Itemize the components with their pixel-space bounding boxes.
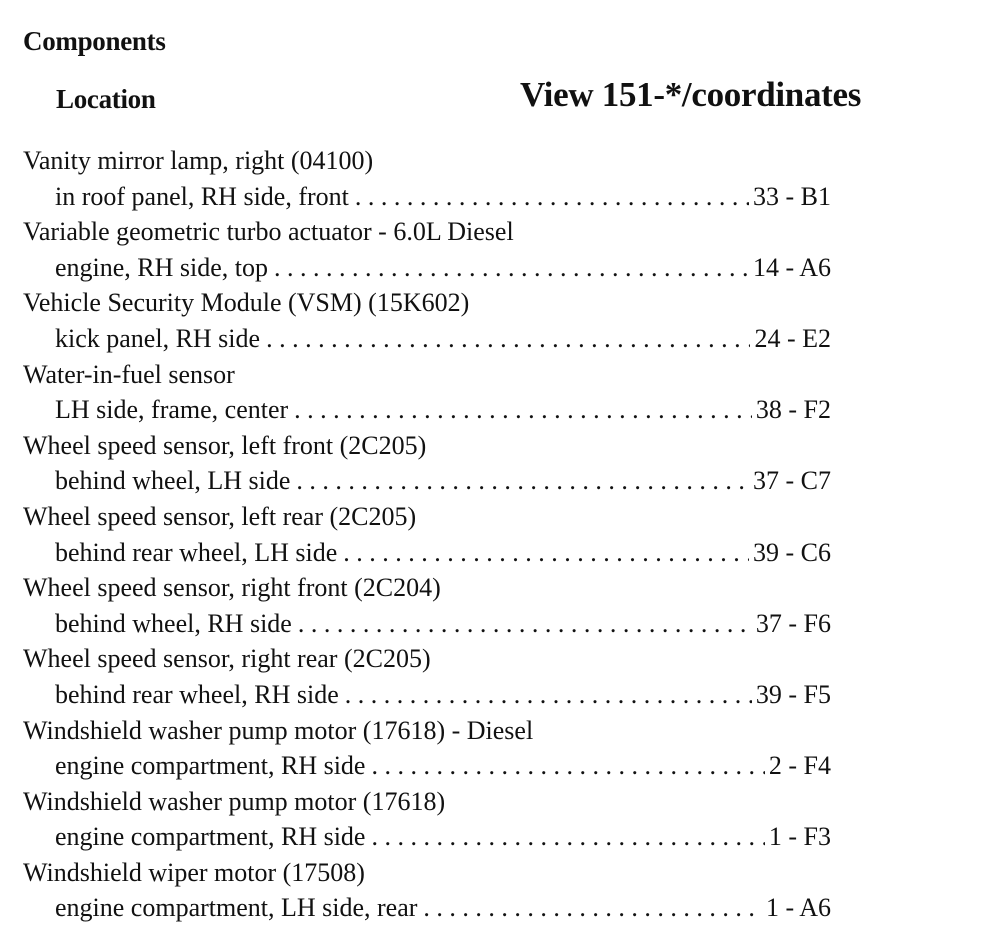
dot-leader xyxy=(294,392,752,428)
component-location: engine compartment, RH side xyxy=(55,751,366,781)
component-entry xyxy=(23,784,843,855)
view-coordinate: 39 - F5 xyxy=(755,679,831,709)
dot-leader xyxy=(343,535,749,571)
component-entry xyxy=(23,499,843,570)
dot-leader xyxy=(274,250,749,286)
dot-leader xyxy=(371,748,764,784)
component-entry xyxy=(23,143,843,214)
component-location: kick panel, RH side xyxy=(55,323,261,353)
component-location-row xyxy=(23,250,831,286)
component-name: Wheel speed sensor, right rear (2C205) xyxy=(23,644,431,674)
view-coordinates-heading: View 151-*/coordinates xyxy=(520,75,862,114)
component-location-row xyxy=(23,819,831,855)
view-coordinate: 14 - A6 xyxy=(753,252,831,282)
dot-leader xyxy=(423,890,762,926)
view-coordinate: 2 - F4 xyxy=(768,751,831,781)
component-entry xyxy=(23,855,843,926)
view-coordinate: 1 - F3 xyxy=(768,822,831,852)
component-location-row xyxy=(23,677,831,713)
component-name: Wheel speed sensor, left rear (2C205) xyxy=(23,501,417,531)
component-location-row xyxy=(23,748,831,784)
component-location-row xyxy=(23,321,831,357)
component-location: engine compartment, RH side xyxy=(55,822,366,852)
component-entry xyxy=(23,641,843,712)
component-name: Wheel speed sensor, left front (2C205) xyxy=(23,430,427,460)
component-location: in roof panel, RH side, front xyxy=(55,181,349,211)
component-name: Windshield washer pump motor (17618) xyxy=(23,786,446,816)
component-list xyxy=(23,143,843,926)
component-location: behind wheel, LH side xyxy=(55,466,291,496)
component-name: Windshield washer pump motor (17618) - Diesel xyxy=(23,715,534,745)
component-entry xyxy=(23,357,843,428)
component-name: Windshield wiper motor (17508) xyxy=(23,857,365,887)
section-title: Components xyxy=(23,26,166,56)
view-coordinate: 37 - F6 xyxy=(755,608,831,638)
component-name: Variable geometric turbo actuator - 6.0L Diesel xyxy=(23,217,514,247)
view-coordinate: 33 - B1 xyxy=(753,181,831,211)
component-entry xyxy=(23,713,843,784)
component-location: behind rear wheel, RH side xyxy=(55,679,339,709)
component-location: LH side, frame, center xyxy=(55,395,289,425)
component-name: Vehicle Security Module (VSM) (15K602) xyxy=(23,288,470,318)
component-entry xyxy=(23,214,843,285)
component-location: engine compartment, LH side, rear xyxy=(55,893,418,923)
component-location: behind wheel, RH side xyxy=(55,608,292,638)
component-location-row xyxy=(23,535,831,571)
component-entry xyxy=(23,428,843,499)
component-entry xyxy=(23,285,843,356)
view-coordinate: 24 - E2 xyxy=(754,323,831,353)
component-location-row xyxy=(23,179,831,215)
dot-leader xyxy=(266,321,750,357)
component-name: Vanity mirror lamp, right (04100) xyxy=(23,146,374,175)
dot-leader xyxy=(371,819,764,855)
component-name: Water-in-fuel sensor xyxy=(23,359,235,389)
view-coordinate: 38 - F2 xyxy=(755,395,831,425)
dot-leader xyxy=(298,606,752,642)
view-coordinate: 37 - C7 xyxy=(753,466,831,496)
dot-leader xyxy=(296,463,749,499)
dot-leader xyxy=(345,677,752,713)
component-location: behind rear wheel, LH side xyxy=(55,537,338,567)
component-entry xyxy=(23,570,843,641)
component-location-row xyxy=(23,392,831,428)
component-location-row xyxy=(23,890,831,926)
view-coordinate: 39 - C6 xyxy=(753,537,831,567)
dot-leader xyxy=(355,179,749,215)
location-column-heading: Location xyxy=(56,84,156,114)
component-location: engine, RH side, top xyxy=(55,252,269,282)
component-name: Wheel speed sensor, right front (2C204) xyxy=(23,573,441,603)
component-location-row xyxy=(23,606,831,642)
component-location-row xyxy=(23,463,831,499)
view-coordinate: 1 - A6 xyxy=(766,893,831,923)
